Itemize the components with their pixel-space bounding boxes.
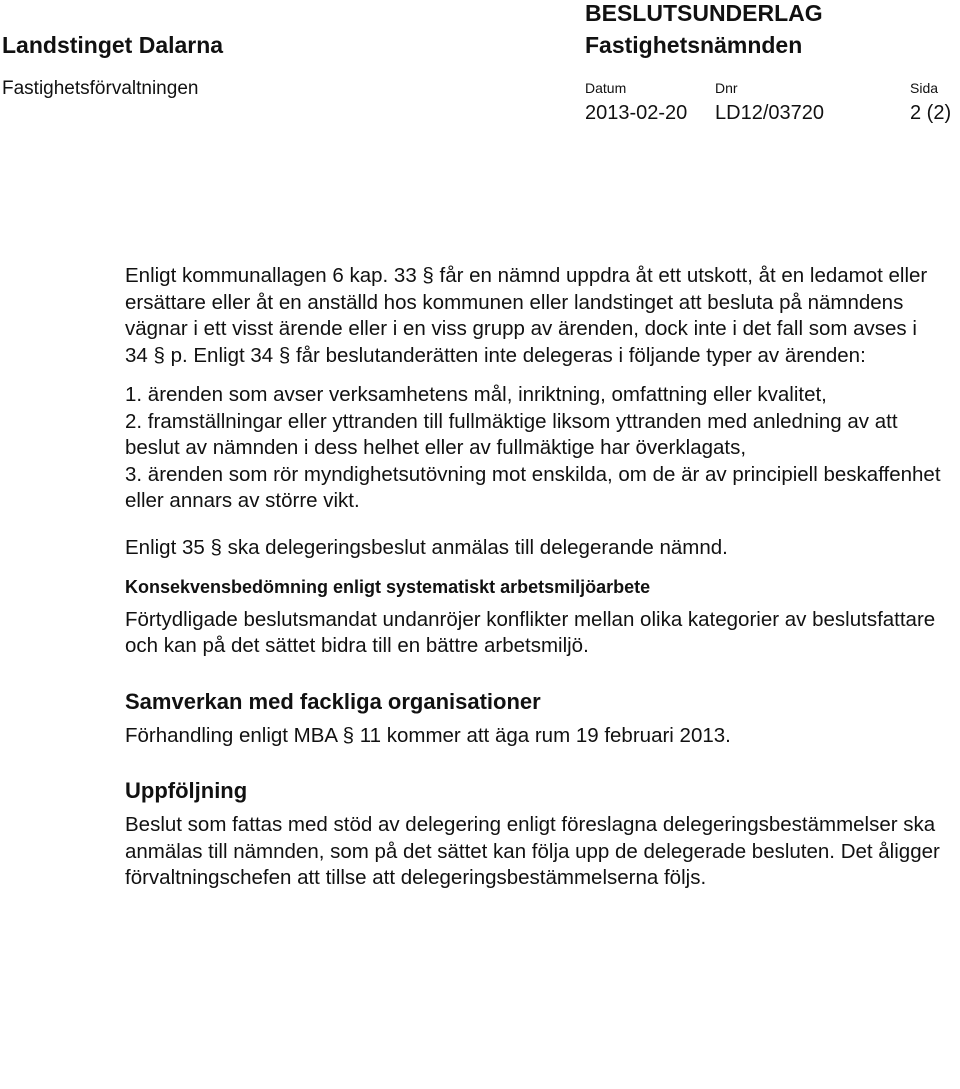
- board-name: Fastighetsnämnden: [585, 32, 803, 58]
- intro-paragraph: Enligt kommunallagen 6 kap. 33 § får en nämnd uppdra åt ett utskott, åt en ledamot eller ersättare eller åt en anställd hos kommunen eller landstinget att besluta på nämndens vägnar i ett visst ärende eller i en viss grupp av ärenden, dock inte i det fall som avses i 34 § p. Enligt 34 § får beslutanderätten inte delegeras i följande typer av ärenden:: [125, 264, 928, 367]
- dnr-label: Dnr: [715, 80, 738, 96]
- page-label: Sida: [910, 80, 939, 96]
- date-label: Datum: [585, 80, 627, 96]
- department-name: Fastighetsförvaltningen: [2, 78, 199, 99]
- followup-heading: Uppföljning: [125, 778, 248, 803]
- list-item: 2. framställningar eller yttranden till fullmäktige liksom yttranden med anledning av att beslut av nämnden i dess helhet eller av fullmäktige har överklagats,: [125, 409, 898, 459]
- followup-paragraph: Beslut som fattas med stöd av delegering enligt föreslagna delegeringsbestämmelser ska anmälas till nämnden, som på det sättet kan följa upp de delegerade besluten. Det åligger förvaltningschefen att tillse att delegeringsbestämmelserna följs.: [125, 813, 940, 889]
- page-number: 2 (2): [910, 102, 952, 124]
- cooperation-heading: Samverkan med fackliga organisationer: [125, 688, 541, 714]
- consequence-heading: Konsekvensbedömning enligt systematiskt arbetsmiljöarbete: [125, 577, 651, 597]
- document-type: BESLUTSUNDERLAG: [585, 0, 823, 26]
- list-item: 1. ärenden som avser verksamhetens mål, inriktning, omfattning eller kvalitet,: [125, 383, 827, 406]
- document-body: [125, 263, 945, 892]
- report-paragraph: Enligt 35 § ska delegeringsbeslut anmälas till delegerande nämnd.: [125, 535, 728, 559]
- document-date: 2013-02-20: [585, 102, 688, 124]
- consequence-paragraph: Förtydligade beslutsmandat undanröjer konflikter mellan olika kategorier av beslutsfattare och kan på det sättet bidra till en bättre arbetsmiljö.: [125, 607, 936, 657]
- organization-name: Landstinget Dalarna: [2, 32, 224, 58]
- document-dnr: LD12/03720: [715, 102, 824, 124]
- list-item: 3. ärenden som rör myndighetsutövning mot enskilda, om de är av principiell beskaffenhet eller annars av större vikt.: [125, 462, 941, 512]
- cooperation-paragraph: Förhandling enligt MBA § 11 kommer att äga rum 19 februari 2013.: [125, 723, 731, 747]
